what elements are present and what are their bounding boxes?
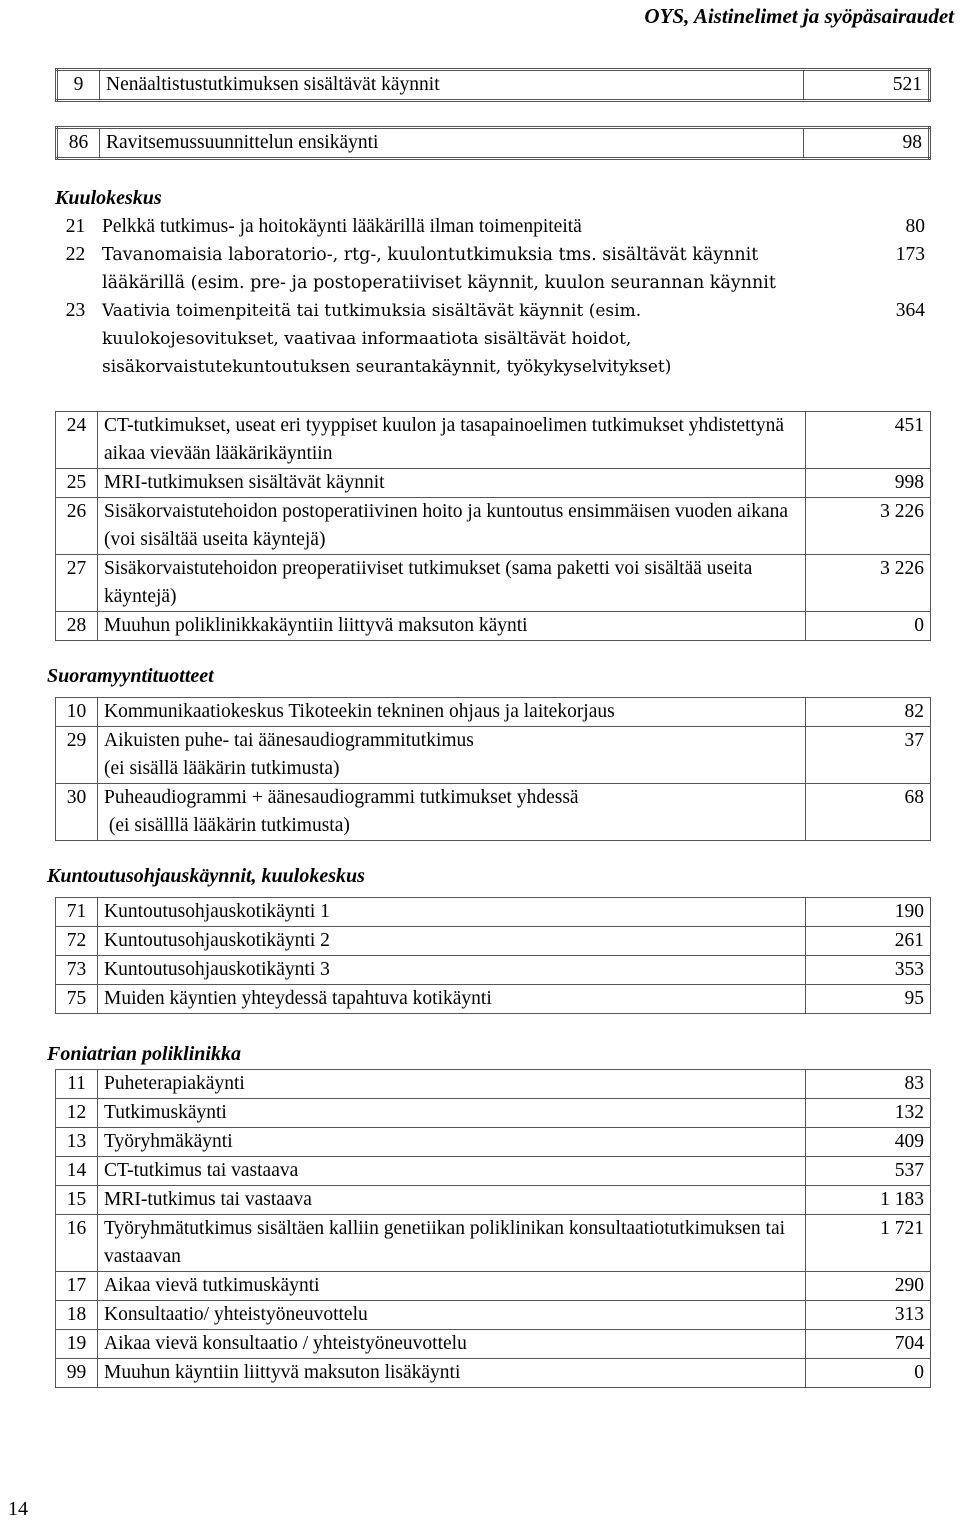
row-value: 313 bbox=[806, 1301, 931, 1330]
row-code: 11 bbox=[56, 1070, 98, 1099]
page-header-title: OYS, Aistinelimet ja syöpäsairaudet bbox=[644, 4, 954, 28]
row-value: 364 bbox=[895, 300, 925, 321]
row-code: 22 bbox=[65, 244, 86, 265]
row-code: 26 bbox=[56, 498, 98, 555]
row-description: Muuhun käyntiin liittyvä maksuton lisäkäynti bbox=[98, 1359, 806, 1388]
row-code: 17 bbox=[56, 1272, 98, 1301]
section-title-suoramyynti: Suoramyyntituotteet bbox=[47, 665, 214, 687]
table-row bbox=[56, 1272, 931, 1301]
row-description bbox=[98, 784, 806, 841]
row-value: 261 bbox=[806, 927, 931, 956]
row-code: 30 bbox=[56, 784, 98, 841]
row-description: Sisäkorvaistutehoidon preoperatiiviset tutkimukset (sama paketti voi sisältää useita käyntejä) bbox=[98, 555, 806, 612]
top-table bbox=[55, 68, 931, 102]
row-description: Aikaa vievä tutkimuskäynti bbox=[98, 1272, 806, 1301]
row-description-line1: Aikuisten puhe- tai äänesaudiogrammitutkimus bbox=[104, 730, 474, 751]
row-value: 173 bbox=[895, 244, 925, 265]
row-value: 98 bbox=[804, 128, 930, 159]
row-code: 73 bbox=[56, 956, 98, 985]
row-description: Työryhmäkäynti bbox=[98, 1128, 806, 1157]
row-code: 13 bbox=[56, 1128, 98, 1157]
page-number: 14 bbox=[8, 1498, 28, 1520]
row-description: Sisäkorvaistutehoidon postoperatiivinen hoito ja kuntoutus ensimmäisen vuoden aikana (voi sisältää useita käyntejä) bbox=[98, 498, 806, 555]
row-description: MRI-tutkimuksen sisältävät käynnit bbox=[98, 469, 806, 498]
row-code: 24 bbox=[56, 412, 98, 469]
section-title-kuulokeskus: Kuulokeskus bbox=[55, 187, 162, 209]
row-description: Kuntoutusohjauskotikäynti 2 bbox=[98, 927, 806, 956]
row-value: 95 bbox=[806, 985, 931, 1014]
table-row bbox=[56, 1128, 931, 1157]
row-description: Kommunikaatiokeskus Tikoteekin tekninen ohjaus ja laitekorjaus bbox=[98, 698, 806, 727]
row-description: Muuhun poliklinikkakäyntiin liittyvä maksuton käynti bbox=[98, 612, 806, 641]
table-row bbox=[57, 128, 930, 159]
row-value: 0 bbox=[806, 612, 931, 641]
table-row bbox=[56, 927, 931, 956]
table-row bbox=[56, 1215, 931, 1272]
row-description: Kuntoutusohjauskotikäynti 3 bbox=[98, 956, 806, 985]
row-value: 451 bbox=[806, 412, 931, 469]
row-description: Nenäaltistustutkimuksen sisältävät käynnit bbox=[100, 70, 804, 101]
table-row bbox=[56, 612, 931, 641]
row-description: CT-tutkimus tai vastaava bbox=[98, 1157, 806, 1186]
row-description-line1: Puheaudiogrammi + äänesaudiogrammi tutkimukset yhdessä bbox=[104, 787, 579, 808]
row-value: 190 bbox=[806, 898, 931, 927]
top-table-2 bbox=[55, 126, 931, 160]
table-row bbox=[56, 1070, 931, 1099]
row-description: Työryhmätutkimus sisältäen kalliin genetiikan poliklinikan konsultaatiotutkimuksen tai vastaavan bbox=[98, 1215, 806, 1272]
row-value: 37 bbox=[806, 727, 931, 784]
row-code: 12 bbox=[56, 1099, 98, 1128]
row-value: 521 bbox=[804, 70, 930, 101]
row-code: 25 bbox=[56, 469, 98, 498]
table-row bbox=[56, 1186, 931, 1215]
row-description: Ravitsemussuunnittelun ensikäynti bbox=[100, 128, 804, 159]
row-value: 998 bbox=[806, 469, 931, 498]
row-value: 1 721 bbox=[806, 1215, 931, 1272]
table-row bbox=[57, 70, 930, 101]
kuulokeskus-table bbox=[55, 213, 931, 381]
row-description: Aikaa vievä konsultaatio / yhteistyöneuvottelu bbox=[98, 1330, 806, 1359]
row-code: 71 bbox=[56, 898, 98, 927]
row-description: Tutkimuskäynti bbox=[98, 1099, 806, 1128]
row-code: 21 bbox=[65, 216, 86, 237]
table-row bbox=[56, 498, 931, 555]
row-description: Muiden käyntien yhteydessä tapahtuva kotikäynti bbox=[98, 985, 806, 1014]
table-row bbox=[56, 1099, 931, 1128]
row-description-line2: (ei sisällä lääkärin tutkimusta) bbox=[104, 758, 340, 779]
table-row bbox=[56, 1330, 931, 1359]
row-value: 68 bbox=[806, 784, 931, 841]
row-value: 409 bbox=[806, 1128, 931, 1157]
row-value: 1 183 bbox=[806, 1186, 931, 1215]
row-code: 27 bbox=[56, 555, 98, 612]
row-description: Pelkkä tutkimus- ja hoitokäynti lääkärillä ilman toimenpiteitä bbox=[102, 216, 582, 237]
table-row bbox=[56, 1157, 931, 1186]
kuntoutus-table bbox=[55, 897, 931, 1014]
table-row bbox=[56, 1301, 931, 1330]
row-value: 290 bbox=[806, 1272, 931, 1301]
row-description: Tavanomaisia laboratorio-, rtg-, kuulontutkimuksia tms. sisältävät käynnit lääkärillä (esim. pre- ja postoperatiiviset käynnit, kuulon seurannan käynnit bbox=[102, 245, 776, 293]
row-description: Konsultaatio/ yhteistyöneuvottelu bbox=[98, 1301, 806, 1330]
table-row bbox=[55, 213, 931, 241]
table-row bbox=[56, 985, 931, 1014]
row-value: 82 bbox=[806, 698, 931, 727]
row-code: 72 bbox=[56, 927, 98, 956]
table-row bbox=[56, 727, 931, 784]
row-value: 704 bbox=[806, 1330, 931, 1359]
table-row bbox=[56, 469, 931, 498]
row-value: 80 bbox=[905, 216, 925, 237]
row-description: Kuntoutusohjauskotikäynti 1 bbox=[98, 898, 806, 927]
row-code: 23 bbox=[65, 300, 86, 321]
table-row bbox=[56, 1359, 931, 1388]
row-code: 10 bbox=[56, 698, 98, 727]
row-description-line2: (ei sisälllä lääkärin tutkimusta) bbox=[104, 815, 350, 836]
row-description: CT-tutkimukset, useat eri tyyppiset kuulon ja tasapainoelimen tutkimukset yhdistettynä aikaa vievään lääkärikäyntiin bbox=[98, 412, 806, 469]
section-title-kuntoutus: Kuntoutusohjauskäynnit, kuulokeskus bbox=[47, 865, 365, 887]
foniatria-table bbox=[55, 1069, 931, 1388]
table-row bbox=[55, 297, 931, 381]
row-value: 353 bbox=[806, 956, 931, 985]
row-value: 132 bbox=[806, 1099, 931, 1128]
kuulokeskus-table-boxed bbox=[55, 411, 931, 641]
table-row bbox=[56, 898, 931, 927]
row-code: 14 bbox=[56, 1157, 98, 1186]
row-value: 83 bbox=[806, 1070, 931, 1099]
table-row bbox=[56, 784, 931, 841]
row-code: 75 bbox=[56, 985, 98, 1014]
row-value: 3 226 bbox=[806, 498, 931, 555]
table-row bbox=[56, 555, 931, 612]
row-code: 15 bbox=[56, 1186, 98, 1215]
row-code: 86 bbox=[57, 128, 100, 159]
row-value: 0 bbox=[806, 1359, 931, 1388]
suoramyynti-table bbox=[55, 697, 931, 841]
row-value: 3 226 bbox=[806, 555, 931, 612]
row-description: Vaativia toimenpiteitä tai tutkimuksia sisältävät käynnit (esim. kuulokojesovitukset, vaativaa informaatiota sisältävät hoidot, sisäkorvaistutekuntoutuksen seurantakäynnit, työkykyselvitykset) bbox=[102, 301, 672, 377]
row-code: 99 bbox=[56, 1359, 98, 1388]
section-title-foniatria: Foniatrian poliklinikka bbox=[47, 1043, 241, 1065]
row-code: 16 bbox=[56, 1215, 98, 1272]
table-row bbox=[56, 698, 931, 727]
row-description: Puheterapiakäynti bbox=[98, 1070, 806, 1099]
row-description bbox=[98, 727, 806, 784]
row-code: 18 bbox=[56, 1301, 98, 1330]
table-row bbox=[56, 956, 931, 985]
row-code: 28 bbox=[56, 612, 98, 641]
row-code: 19 bbox=[56, 1330, 98, 1359]
row-description: MRI-tutkimus tai vastaava bbox=[98, 1186, 806, 1215]
table-row bbox=[56, 412, 931, 469]
row-value: 537 bbox=[806, 1157, 931, 1186]
row-code: 9 bbox=[57, 70, 100, 101]
row-code: 29 bbox=[56, 727, 98, 784]
table-row bbox=[55, 241, 931, 297]
